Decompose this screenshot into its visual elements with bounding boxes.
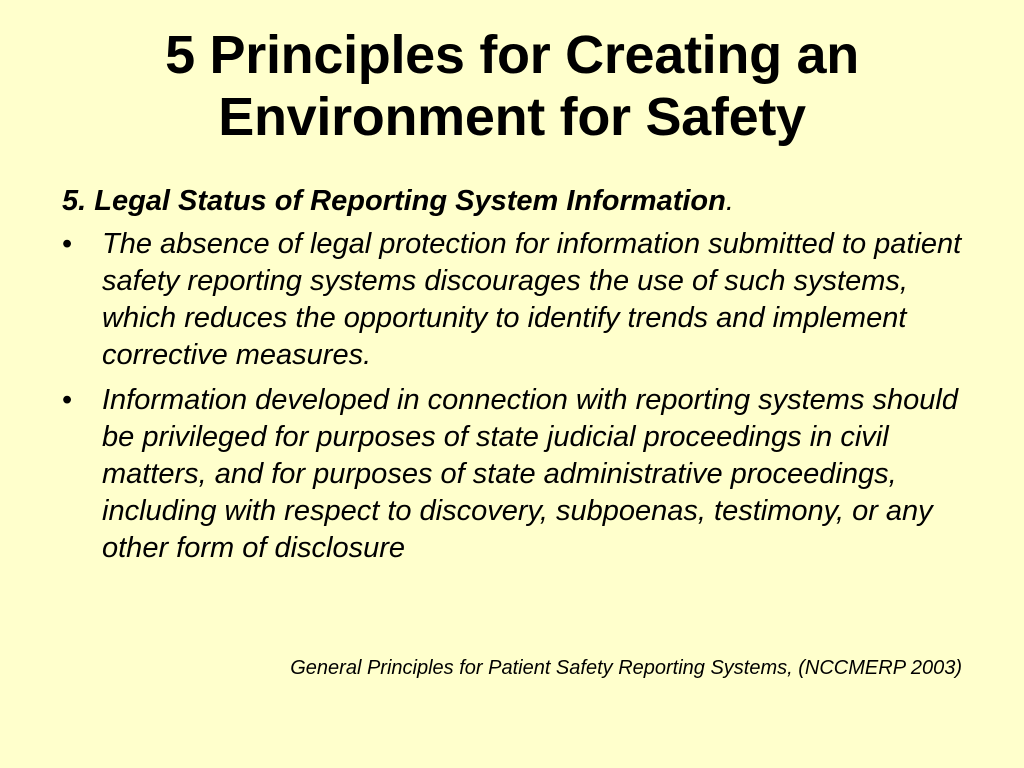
- bullet-item: [62, 382, 982, 567]
- slide-title-line-1: 5 Principles for Creating an: [165, 25, 859, 85]
- slide-title: [40, 24, 984, 148]
- section-heading-period: .: [725, 185, 734, 217]
- citation: General Principles for Patient Safety Reporting Systems, (NCCMERP 2003): [290, 657, 962, 679]
- bullet-text: Information developed in connection with reporting systems should be privileged for purposes of state judicial proceedings in civil matters, and for purposes of state administrative proceedings, including with respect to discovery, subpoenas, testimony, or any other form of disclosure: [102, 384, 958, 564]
- slide-body: [62, 183, 982, 575]
- section-heading-text: 5. Legal Status of Reporting System Information: [62, 185, 726, 217]
- bullet-list: [62, 226, 982, 567]
- section-heading: [62, 183, 982, 220]
- bullet-item: [62, 226, 982, 374]
- bullet-icon: •: [62, 228, 73, 260]
- bullet-text: The absence of legal protection for information submitted to patient safety reporting systems discourages the use of such systems, which reduces the opportunity to identify trends and implement corrective measures.: [102, 228, 962, 371]
- slide-title-line-2: Environment for Safety: [218, 87, 806, 147]
- bullet-icon: •: [62, 384, 73, 416]
